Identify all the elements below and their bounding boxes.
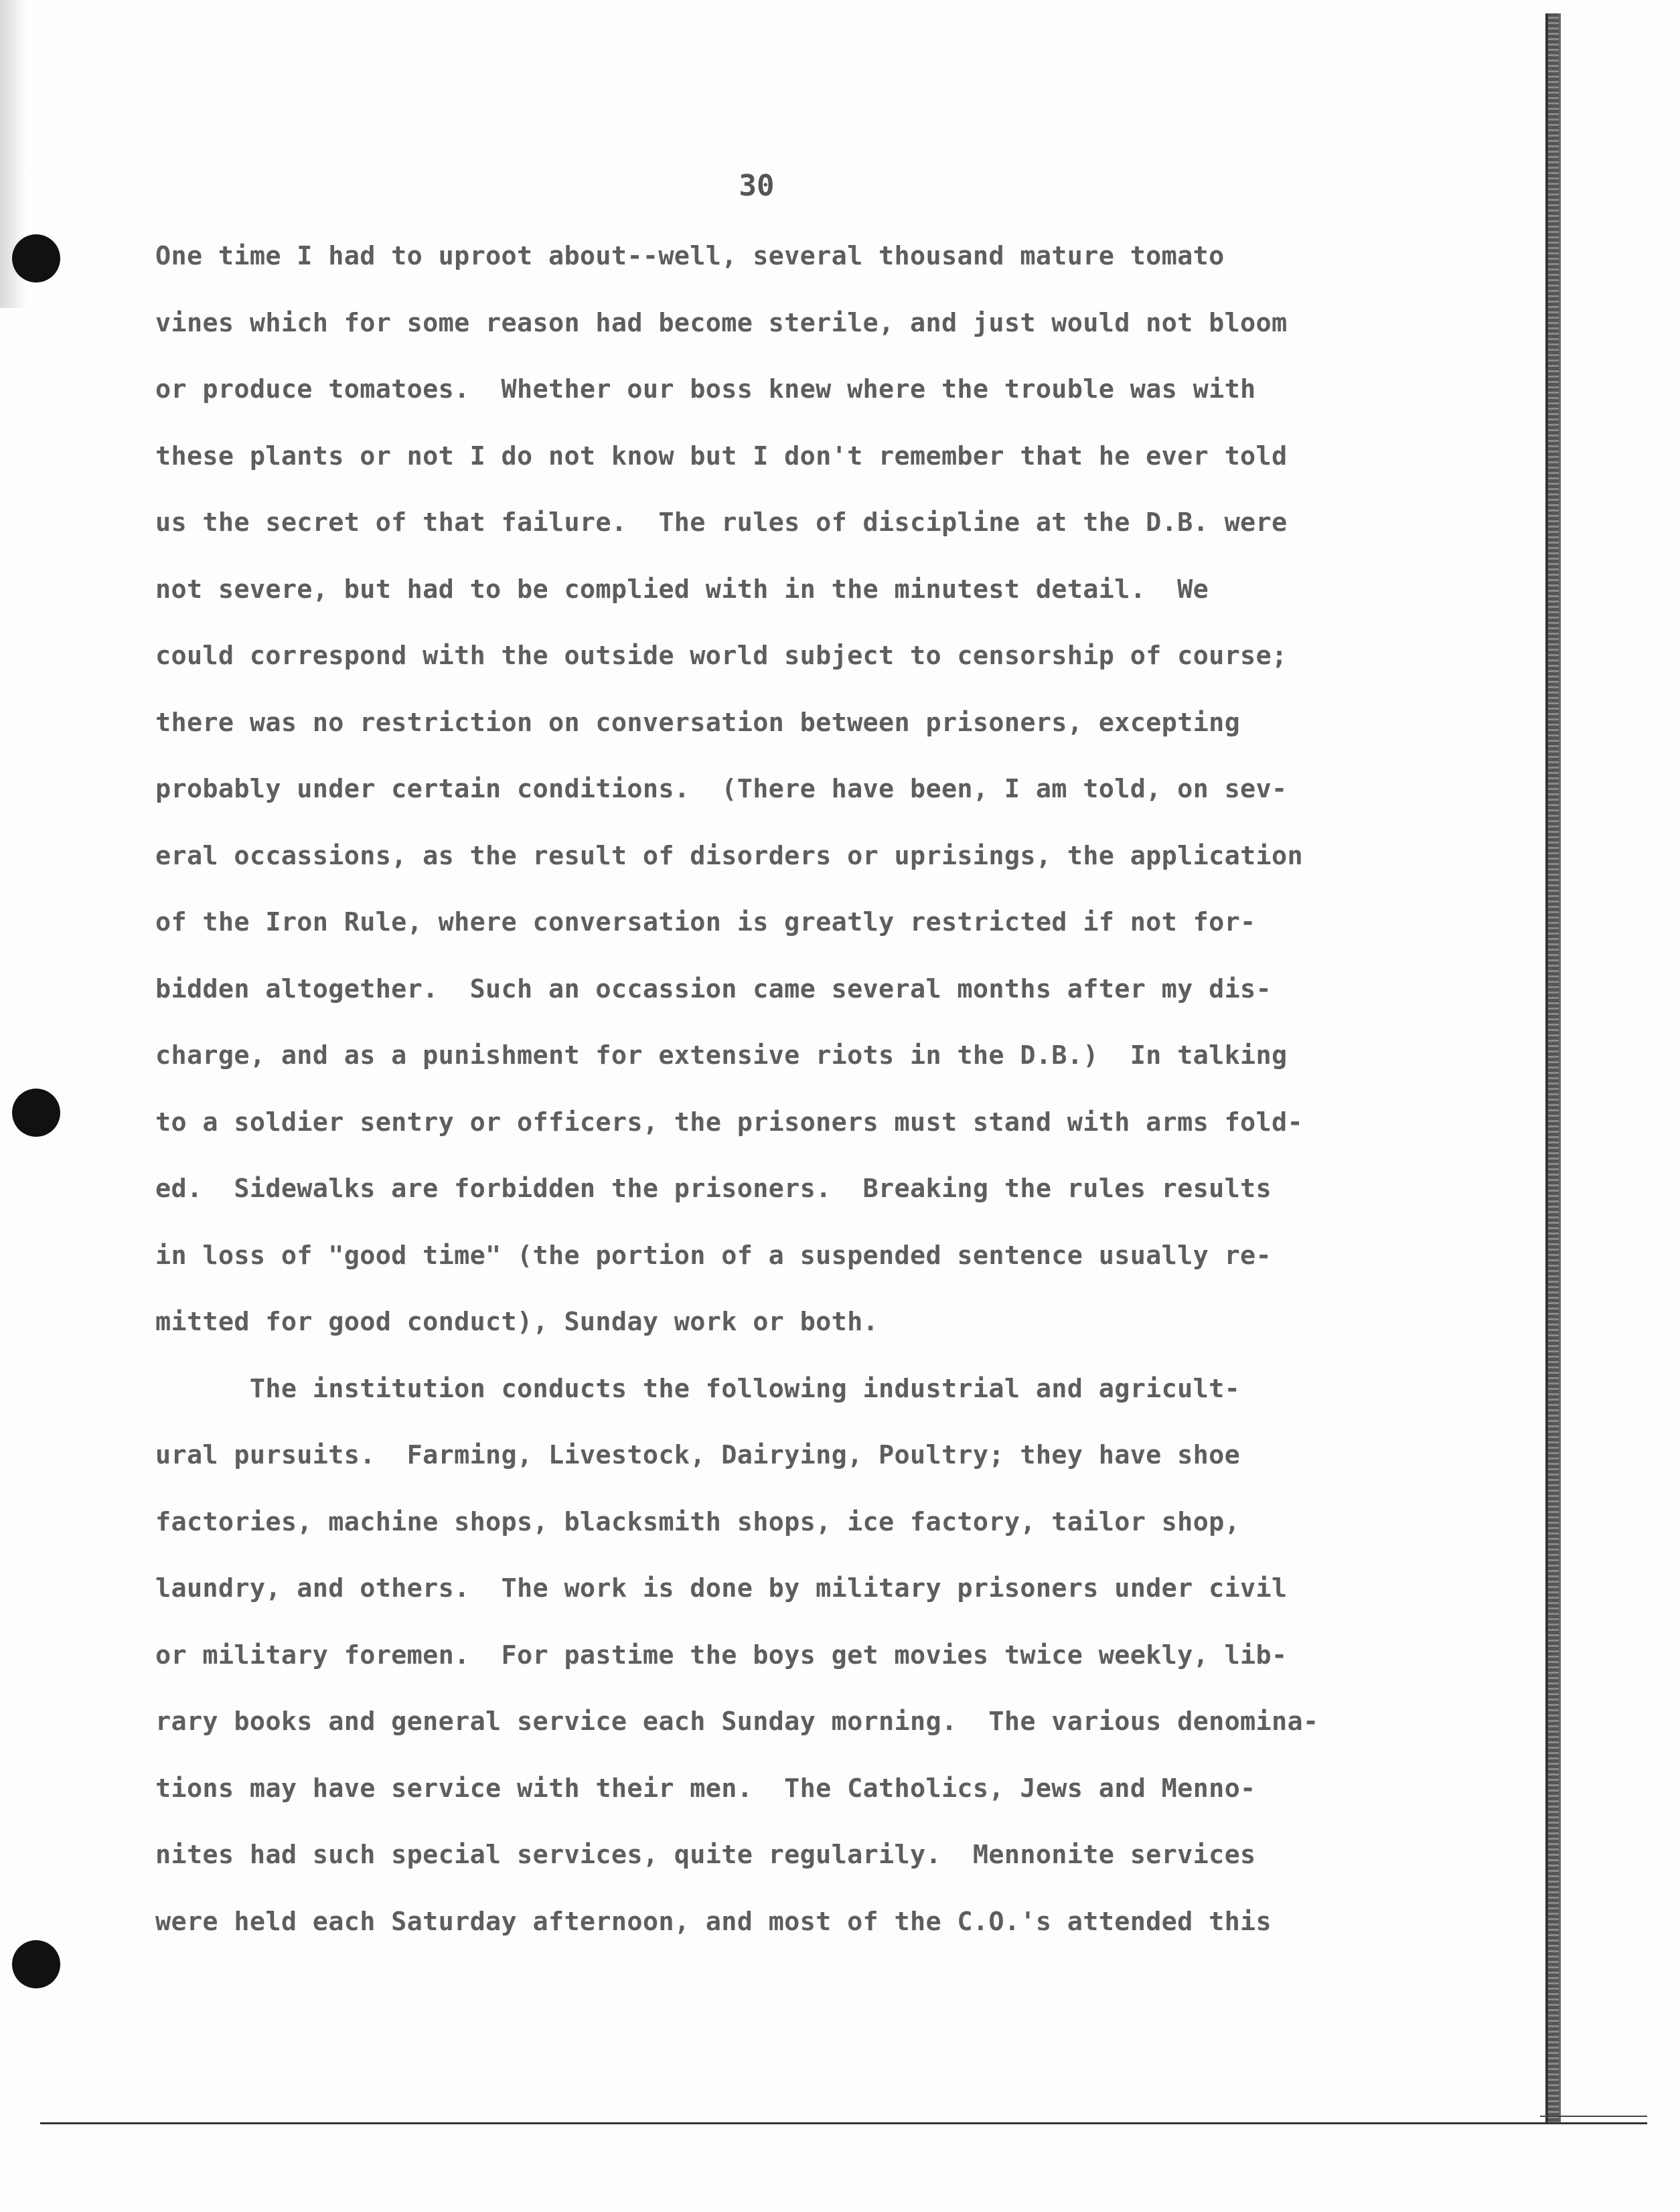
text-line: to a soldier sentry or officers, the prisoners must stand with arms fold- [155, 1107, 1303, 1137]
text-line: tions may have service with their men. The Catholics, Jews and Menno- [155, 1773, 1256, 1804]
text-line: not severe, but had to be complied with in the minutest detail. We [155, 574, 1209, 605]
text-line: factories, machine shops, blacksmith shops, ice factory, tailor shop, [155, 1506, 1241, 1537]
text-line: ural pursuits. Farming, Livestock, Dairying, Poultry; they have shoe [155, 1440, 1241, 1470]
text-line: mitted for good conduct), Sunday work or both. [155, 1307, 879, 1337]
text-line: in loss of "good time" (the portion of a suspended sentence usually re- [155, 1240, 1272, 1271]
bottom-rule-accent [1540, 2116, 1647, 2117]
page-number: 30 [739, 169, 775, 203]
text-line: us the secret of that failure. The rules of discipline at the D.B. were [155, 507, 1288, 538]
text-line: these plants or not I do not know but I don't remember that he ever told [155, 441, 1288, 471]
text-line: probably under certain conditions. (There have been, I am told, on sev- [155, 774, 1288, 804]
text-line: rary books and general service each Sunday morning. The various denomina- [155, 1707, 1319, 1737]
bottom-rule [40, 2122, 1647, 2124]
text-line: or produce tomatoes. Whether our boss knew where the trouble was with [155, 374, 1256, 404]
text-line: there was no restriction on conversation between prisoners, excepting [155, 707, 1241, 738]
text-line: of the Iron Rule, where conversation is greatly restricted if not for- [155, 907, 1256, 937]
punch-hole-top [12, 234, 60, 283]
text-line: ed. Sidewalks are forbidden the prisoners. Breaking the rules results [155, 1174, 1272, 1204]
text-line: vines which for some reason had become sterile, and just would not bloom [155, 307, 1288, 338]
punch-hole-bottom [12, 1940, 60, 1988]
body-text [155, 226, 1414, 1958]
text-line: bidden altogether. Such an occassion came several months after my dis- [155, 973, 1272, 1004]
right-margin-rule [1545, 13, 1561, 2122]
text-line: charge, and as a punishment for extensive riots in the D.B.) In talking [155, 1040, 1288, 1071]
text-line: or military foremen. For pastime the boys get movies twice weekly, lib- [155, 1640, 1288, 1670]
text-line: were held each Saturday afternoon, and most of the C.O.'s attended this [155, 1906, 1272, 1937]
text-line: nites had such special services, quite regularily. Mennonite services [155, 1840, 1256, 1870]
text-line: eral occassions, as the result of disorders or uprisings, the application [155, 840, 1303, 871]
text-line: The institution conducts the following industrial and agricult- [155, 1373, 1241, 1404]
text-line: One time I had to uproot about--well, several thousand mature tomato [155, 241, 1225, 271]
text-line: laundry, and others. The work is done by military prisoners under civil [155, 1573, 1288, 1603]
text-line: could correspond with the outside world subject to censorship of course; [155, 641, 1288, 671]
punch-hole-middle [12, 1089, 60, 1137]
